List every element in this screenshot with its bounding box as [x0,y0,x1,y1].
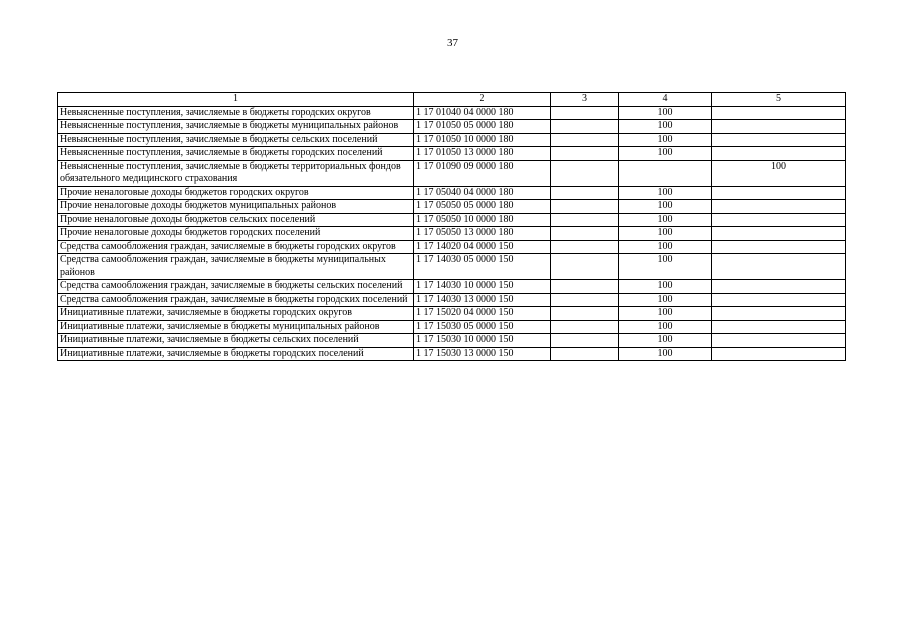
revenue-code-cell: 1 17 05050 05 0000 180 [414,200,551,214]
revenue-name-cell: Инициативные платежи, зачисляемые в бюджеты городских поселений [58,347,414,361]
column-4-cell: 100 [619,186,712,200]
column-4-cell: 100 [619,307,712,321]
column-3-cell [551,307,619,321]
column-3-cell [551,147,619,161]
page-number: 37 [447,37,458,49]
revenue-code-cell: 1 17 14030 10 0000 150 [414,280,551,294]
revenue-name-cell: Инициативные платежи, зачисляемые в бюджеты муниципальных районов [58,320,414,334]
column-4-cell: 100 [619,200,712,214]
table-row [58,186,846,200]
column-3-cell [551,227,619,241]
column-3-cell [551,160,619,186]
header-col-2: 2 [414,93,551,107]
column-3-cell [551,213,619,227]
table-row [58,213,846,227]
revenue-code-cell: 1 17 15030 05 0000 150 [414,320,551,334]
revenue-name-cell: Средства самообложения граждан, зачисляемые в бюджеты муниципальных районов [58,254,414,280]
revenue-name-cell: Инициативные платежи, зачисляемые в бюджеты городских округов [58,307,414,321]
revenue-code-cell: 1 17 15020 04 0000 150 [414,307,551,321]
column-5-cell [712,347,846,361]
revenue-code-cell: 1 17 14020 04 0000 150 [414,240,551,254]
column-4-cell [619,160,712,186]
column-4-cell: 100 [619,254,712,280]
revenue-code-cell: 1 17 15030 10 0000 150 [414,334,551,348]
column-5-cell [712,254,846,280]
column-3-cell [551,133,619,147]
column-5-cell [712,334,846,348]
column-5-cell [712,240,846,254]
column-3-cell [551,347,619,361]
table-row [58,254,846,280]
revenue-name-cell: Невыясненные поступления, зачисляемые в бюджеты городских округов [58,106,414,120]
column-4-cell: 100 [619,334,712,348]
column-4-cell: 100 [619,213,712,227]
revenue-code-cell: 1 17 01050 05 0000 180 [414,120,551,134]
column-5-cell [712,280,846,294]
table-row [58,147,846,161]
table-row [58,200,846,214]
table-body [58,106,846,361]
column-3-cell [551,120,619,134]
column-3-cell [551,334,619,348]
table-row [58,320,846,334]
revenue-code-cell: 1 17 01050 13 0000 180 [414,147,551,161]
table-header [58,93,846,107]
table-row [58,293,846,307]
column-5-cell [712,293,846,307]
column-3-cell [551,186,619,200]
revenue-code-cell: 1 17 14030 05 0000 150 [414,254,551,280]
column-3-cell [551,240,619,254]
table-row [58,133,846,147]
column-4-cell: 100 [619,147,712,161]
revenue-code-cell: 1 17 01040 04 0000 180 [414,106,551,120]
revenue-code-cell: 1 17 05050 10 0000 180 [414,213,551,227]
column-3-cell [551,200,619,214]
column-5-cell [712,307,846,321]
revenue-name-cell: Средства самообложения граждан, зачисляемые в бюджеты городских поселений [58,293,414,307]
table-row [58,307,846,321]
column-4-cell: 100 [619,133,712,147]
revenue-code-cell: 1 17 14030 13 0000 150 [414,293,551,307]
revenue-code-cell: 1 17 15030 13 0000 150 [414,347,551,361]
column-5-cell [712,200,846,214]
table-row [58,334,846,348]
revenue-name-cell: Прочие неналоговые доходы бюджетов городских округов [58,186,414,200]
column-5-cell [712,227,846,241]
revenue-code-cell: 1 17 05040 04 0000 180 [414,186,551,200]
table-row [58,160,846,186]
table-row [58,106,846,120]
column-5-cell [712,133,846,147]
revenue-name-cell: Невыясненные поступления, зачисляемые в бюджеты муниципальных районов [58,120,414,134]
table-row [58,280,846,294]
column-4-cell: 100 [619,347,712,361]
revenue-name-cell: Невыясненные поступления, зачисляемые в бюджеты городских поселений [58,147,414,161]
column-3-cell [551,280,619,294]
table-row [58,227,846,241]
header-col-1: 1 [58,93,414,107]
column-4-cell: 100 [619,227,712,241]
column-3-cell [551,293,619,307]
header-col-3: 3 [551,93,619,107]
revenue-name-cell: Средства самообложения граждан, зачисляемые в бюджеты городских округов [58,240,414,254]
revenue-name-cell: Средства самообложения граждан, зачисляемые в бюджеты сельских поселений [58,280,414,294]
column-5-cell: 100 [712,160,846,186]
column-3-cell [551,106,619,120]
column-4-cell: 100 [619,106,712,120]
column-5-cell [712,320,846,334]
column-4-cell: 100 [619,120,712,134]
column-4-cell: 100 [619,240,712,254]
column-5-cell [712,106,846,120]
header-row [58,93,846,107]
column-5-cell [712,120,846,134]
header-col-5: 5 [712,93,846,107]
revenue-name-cell: Невыясненные поступления, зачисляемые в бюджеты территориальных фондов обязательного медицинского страхования [58,160,414,186]
column-5-cell [712,213,846,227]
column-3-cell [551,254,619,280]
column-5-cell [712,147,846,161]
table-row [58,240,846,254]
header-col-4: 4 [619,93,712,107]
revenue-distribution-table [57,92,846,361]
table-row [58,347,846,361]
revenue-name-cell: Инициативные платежи, зачисляемые в бюджеты сельских поселений [58,334,414,348]
column-3-cell [551,320,619,334]
column-5-cell [712,186,846,200]
revenue-code-cell: 1 17 01050 10 0000 180 [414,133,551,147]
column-4-cell: 100 [619,280,712,294]
revenue-code-cell: 1 17 01090 09 0000 180 [414,160,551,186]
revenue-code-cell: 1 17 05050 13 0000 180 [414,227,551,241]
revenue-name-cell: Прочие неналоговые доходы бюджетов муниципальных районов [58,200,414,214]
column-4-cell: 100 [619,293,712,307]
table-row [58,120,846,134]
revenue-name-cell: Прочие неналоговые доходы бюджетов сельских поселений [58,213,414,227]
column-4-cell: 100 [619,320,712,334]
revenue-name-cell: Невыясненные поступления, зачисляемые в бюджеты сельских поселений [58,133,414,147]
revenue-name-cell: Прочие неналоговые доходы бюджетов городских поселений [58,227,414,241]
